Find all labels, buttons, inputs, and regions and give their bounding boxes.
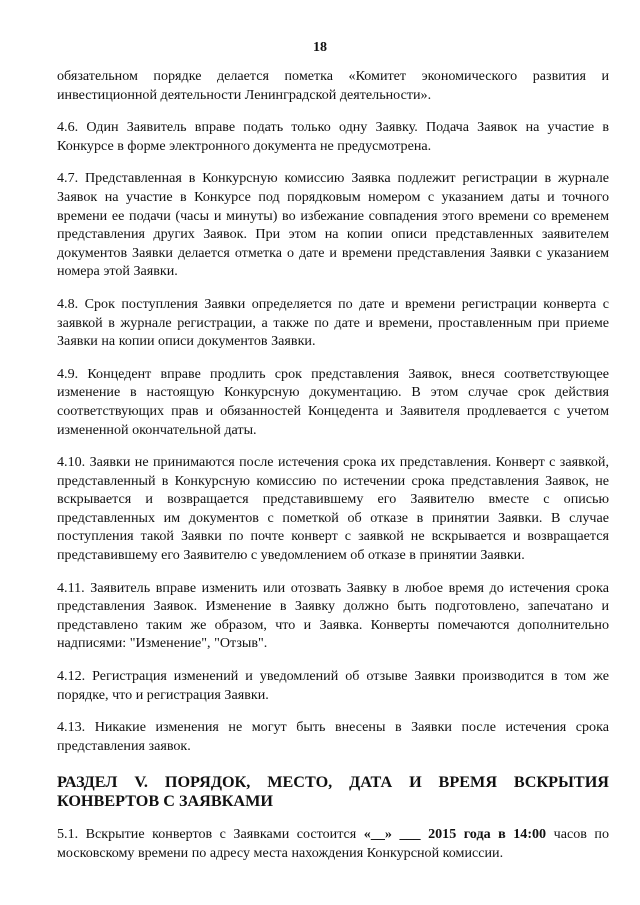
paragraph-5-1-lead: 5.1. Вскрытие конвертов с Заявками состоится xyxy=(57,826,364,843)
paragraph-5-1-date: «__» ___ 2015 года в 14:00 xyxy=(363,826,547,843)
paragraph-4-7: 4.7. Представленная в Конкурсную комиссию Заявка подлежит регистрации в журнале Заявок на участие в Конкурсе под порядковым номером с указанием даты и точного времени ее подачи (часы и минуты) во избежание совпадения этого времени со временем представления других Заявок. При этом на копии описи представленных заявителем документов Заявки делается отметка о дате и времени представления Заявки с указанием номера этой Заявки. xyxy=(57,170,609,280)
section-heading: РАЗДЕЛ V. ПОРЯДОК, МЕСТО, ДАТА И ВРЕМЯ ВСКРЫТИЯ КОНВЕРТОВ С ЗАЯВКАМИ xyxy=(57,773,609,811)
paragraph-5-1 xyxy=(57,825,609,862)
paragraph-continuation: обязательном порядке делается пометка «Комитет экономического развития и инвестиционной деятельности Ленинградской деятельности». xyxy=(57,68,609,103)
paragraph-4-13: 4.13. Никакие изменения не могут быть внесены в Заявки после истечения срока представления заявок. xyxy=(57,719,609,754)
paragraph-4-12: 4.12. Регистрация изменений и уведомлений об отзыве Заявки производится в том же порядке, что и регистрация Заявки. xyxy=(57,668,609,703)
paragraph-4-6: 4.6. Один Заявитель вправе подать только одну Заявку. Подача Заявок на участие в Конкурсе в форме электронного документа не предусмотрена. xyxy=(57,119,609,154)
paragraph-4-8: 4.8. Срок поступления Заявки определяется по дате и времени регистрации конверта с заявкой в журнале регистрации, а также по дате и времени, проставленным при приеме Заявки на копии описи документов Заявки. xyxy=(57,295,609,350)
page-number: 18 xyxy=(313,40,327,55)
paragraph-4-9: 4.9. Концедент вправе продлить срок представления Заявок, внеся соответствующее изменение в настоящую Конкурсную документацию. В этом случае срок действия соответствующих прав и обязанностей Концедента и Заявителя продлевается с учетом измененной окончательной даты. xyxy=(57,365,609,438)
document-body xyxy=(57,67,609,877)
paragraph-5-1-tail: часов по московскому времени по адресу места нахождения Конкурсной комиссии. xyxy=(57,826,609,861)
paragraph-4-11: 4.11. Заявитель вправе изменить или отозвать Заявку в любое время до истечения срока представления Заявок. Изменение в Заявку должно быть подготовлено, запечатано и представлено таким же образом, что и Заявка. Конверты помечаются дополнительно надписями: "Изменение", "Отзыв". xyxy=(57,579,609,652)
paragraph-4-10: 4.10. Заявки не принимаются после истечения срока их представления. Конверт с заявкой, представленный в Конкурсную комиссию по истечении срока представления Заявок, не вскрывается и возвращается представившему его Заявителю вместе с описью представленных им документов с пометкой об отказе в принятии Заявки. В случае поступления такой Заявки по почте конверт с заявкой не вскрывается и возвращается представившему его Заявителю с уведомлением об отказе в принятии Заявки. xyxy=(57,454,609,564)
